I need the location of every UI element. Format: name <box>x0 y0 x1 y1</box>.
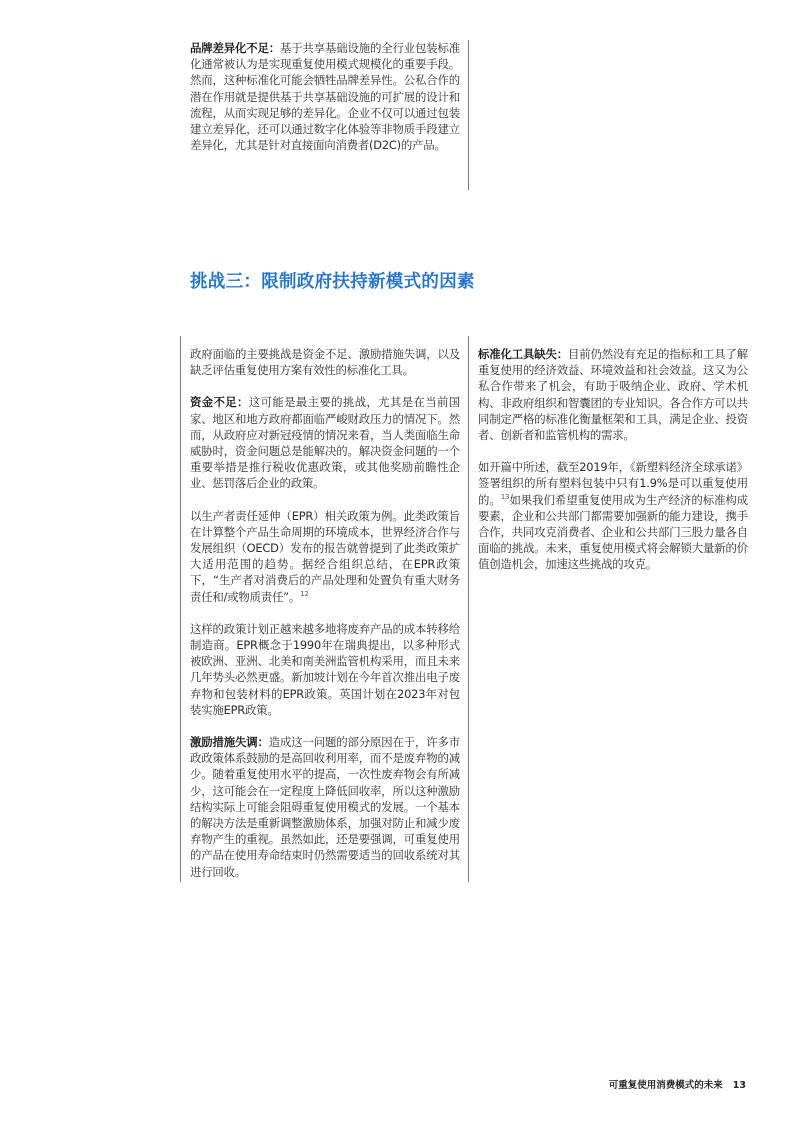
footnote-12: 12 <box>300 589 309 598</box>
funding-paragraph <box>190 394 460 491</box>
conclusion-text-before: 如开篇中所述，截至2019年，《新塑料经济全球承诺》签署组织的所有塑料包装中只有1.9%是可以重复使用的。 <box>478 460 748 507</box>
brand-differentiation-text: 基于共享基础设施的全行业包装标准化通常被认为是实现重复使用模式规模化的重要手段。然而，这种标准化可能会牺牲品牌差异性。公私合作的潜在作用就是提供基于共享基础设施的可扩展的设计和流程，从而实现足够的差异化。企业不仅可以通过包装建立差异化，还可以通过数字化体验等非物质手段建立差异化，尤其是针对直接面向消费者(D2C)的产品。 <box>190 41 460 153</box>
right-column <box>478 346 748 589</box>
top-section <box>190 40 460 169</box>
left-column <box>190 346 460 896</box>
tools-term: 标准化工具缺失： <box>478 347 569 361</box>
incentives-text: 造成这一问题的部分原因在于，许多市政政策体系鼓励的是高回收利用率，而不是废弃物的减少。随着重复使用水平的提高，一次性废弃物会有所减少，这可能会在一定程度上降低回收率，所以这种激励结构实际上可能会阻碍重复使用模式的发展。一个基本的解决方法是重新调整激励体系，加强对防止和减少废弃物产生的重视。虽然如此，还是要强调，可重复使用的产品在使用寿命结束时仍然需要适当的回收系统对其进行回收。 <box>190 735 460 879</box>
incentives-paragraph <box>190 734 460 880</box>
policy-shift-paragraph: 这样的政策计划正越来越多地将废弃产品的成本转移给制造商。EPR概念于1990年在瑞典提出，以多种形式被欧洲、亚洲、北美和南美洲监管机构采用，而且未来几年势头必然更盛。新加坡计划在今年首次推出电子废弃物和包装材料的EPR政策。英国计划在2023年对包装实施EPR政策。 <box>190 621 460 717</box>
column-divider-rule <box>468 336 469 882</box>
epr-text: 以生产者责任延伸（EPR）相关政策为例。此类政策旨在计算整个产品生命周期的环境成本，世界经济合作与发展组织（OECD）发布的报告就曾提到了此类政策扩大适用范围的趋势。据经合组织总结，在EPR政策下，“生产者对消费后的产品处理和处置负有重大财务责任和/或物质责任”。 <box>190 508 460 604</box>
funding-term: 资金不足： <box>190 395 249 410</box>
tools-text: 目前仍然没有充足的指标和工具了解重复使用的经济效益、环境效益和社会效益。这又为公私合作带来了机会，有助于吸纳企业、政府、学术机构、非政府组织和智囊团的专业知识。各合作方可以共同制定严格的标准化衡量框架和工具，满足企业、投资者、创新者和监管机构的需求。 <box>478 347 748 443</box>
epr-paragraph <box>190 508 460 605</box>
footnote-13: 13 <box>500 492 510 501</box>
left-column-rule <box>180 336 181 882</box>
tools-paragraph <box>478 346 748 443</box>
conclusion-paragraph <box>478 459 748 572</box>
page-footer <box>609 1077 746 1091</box>
conclusion-text-after: 如果我们希望重复使用成为生产经济的标准构成要素，企业和公共部门都需要加强新的能力建设，携手合作，共同攻克消费者、企业和公共部门三股力量各自面临的挑战。未来，重复使用模式将会解锁大量新的价值创造机会，加速这些挑战的攻克。 <box>478 492 748 572</box>
funding-text: 这可能是最主要的挑战，尤其是在当前国家、地区和地方政府都面临严峻财政压力的情况下。然而，从政府应对新冠疫情的情况来看，当人类面临生命威胁时，资金问题总是能解决的。解决资金问题的一个重要举措是推行税收优惠政策，或其他奖励前瞻性企业、惩罚落后企业的政策。 <box>190 395 460 491</box>
page-number: 13 <box>732 1080 746 1091</box>
footer-title: 可重复使用消费模式的未来 <box>608 1080 723 1091</box>
top-section-right-rule <box>468 40 469 190</box>
section-heading: 挑战三：限制政府扶持新模式的因素 <box>190 272 475 292</box>
incentives-term: 激励措施失调： <box>190 735 269 750</box>
brand-differentiation-term: 品牌差异化不足： <box>190 41 281 55</box>
brand-differentiation-paragraph <box>190 40 460 153</box>
intro-paragraph: 政府面临的主要挑战是资金不足、激励措施失调，以及缺乏评估重复使用方案有效性的标准化工具。 <box>190 347 460 378</box>
